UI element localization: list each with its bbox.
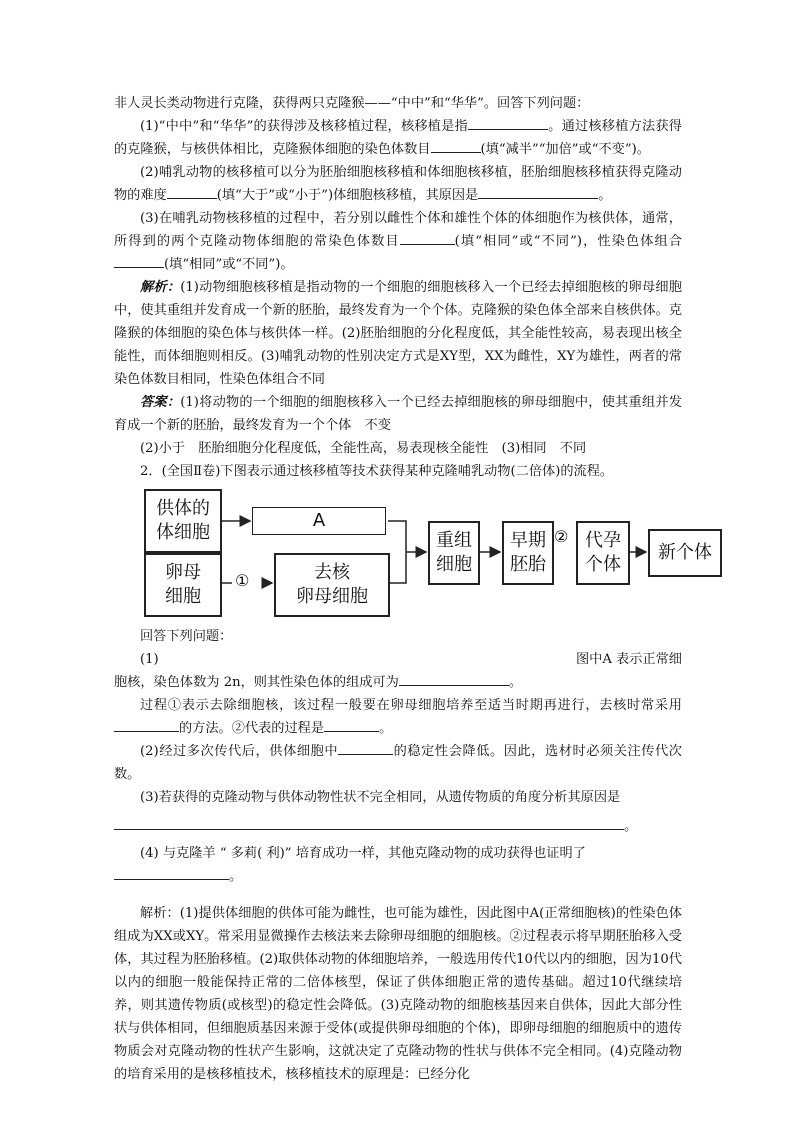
answer-1: 答案：(1)将动物的一个细胞的细胞核移入一个已经去掉细胞核的卵母细胞中，使其重组并发育成一个新的胚胎，最终发育为一个个体 不变 xyxy=(114,395,683,433)
sub-q1-head: (1) 图中A 表示正常细 xyxy=(140,652,682,667)
merge-bracket xyxy=(388,521,406,583)
document-page xyxy=(114,92,712,1086)
question-1: (1)“中中”和“华华”的获得涉及核移植过程，核移植是指 。通过核移植方法获得的克隆猴，与核供体相比，克隆猴体细胞的染色体数目 (填“减半”“加倍”或“不变”)。 xyxy=(114,115,682,161)
intro-text: 非人灵长类动物进行克隆，获得两只克隆猴——“中中”和“华华”。回答下列问题： xyxy=(114,96,590,111)
analysis-1: 解析：(1)动物细胞核移植是指动物的一个细胞的细胞核移入一个已经去掉细胞核的卵母细胞中，使其重组并发育成一个新的胚胎，最终发育为一个个体。克隆猴的染色体全部来自核供体。克隆猴的体细胞的染色体与核供体一样。(2)胚胎细胞的分化程度低，其全能性较高，易表现出核全能性，而体细胞则相反。(3)哺乳动物的性别决定方式是XY型，XX为雌性，XY为雄性，两者的常染色体数目相同，性染色体组合不同 xyxy=(114,280,683,387)
step-2-label: ② xyxy=(554,527,569,546)
sub-q1-cont: 胞核，染色体数为 2n，则其性染色体的组成可为 。 xyxy=(114,671,682,694)
analysis-2: 解析：(1)提供体细胞的供体可能为雌性，也可能为雄性，因此图中A(正常细胞核)的性染色体组成为XX或XY。常采用显微操作去核法来去除卵母细胞的细胞核。②过程表示将早期胚胎移入受体，其过程为胚胎移植。(2)取供体动物的体细胞培养，一般选用传代10代以内的细胞，因为10代以内的细胞一般能保持正常的二倍体核型，保证了供体细胞正常的遗传基础。超过10代继续培养，则其遗传物质(或核型)的稳定性会降低。(3)克隆动物的细胞核基因来自供体，因此大部分性状与供体相同，但细胞质基因来源于受体(或提供卵母细胞的个体)，即卵母细胞的细胞质中的遗传物质会对克隆动物的性状产生影响，这就决定了克隆动物的性状与供体不完全相同。(4)克隆动物的培育采用的是核移植技术，核移植技术的原理是：已经分化 xyxy=(114,906,682,1082)
answer-blank[interactable] xyxy=(468,115,548,130)
step-1-label: ① xyxy=(235,571,250,590)
answer-blank[interactable] xyxy=(114,815,624,830)
answer-1-line2: (2)小于 胚胎细胞分化程度低，全能性高，易表现核全能性 (3)相同 不同 xyxy=(140,441,587,456)
sub-ask: 回答下列问题： xyxy=(140,629,233,644)
new-individual-box: 新个体 xyxy=(648,529,722,577)
sub-q4: (4) 与克隆羊 “ 多莉( 利)” 培育成功一样，其他克隆动物的成功获得也证明了 xyxy=(140,846,586,861)
answer-blank[interactable] xyxy=(114,253,164,268)
early-embryo-box: 早期 胚胎 xyxy=(502,521,554,585)
sub-q3-blank: 。 xyxy=(114,815,682,838)
sub-q1b: 过程①表示去除细胞核，该过程一般要在卵母细胞培养至适当时期再进行，去核时常采用的方法。②代表的过程是 。 xyxy=(114,694,682,740)
answer-blank[interactable] xyxy=(114,865,229,880)
answer-blank[interactable] xyxy=(431,138,481,153)
nucleus-a-box: A xyxy=(252,507,386,535)
question-2: (2)哺乳动物的核移植可以分为胚胎细胞核移植和体细胞核移植，胚胎细胞核移植获得克隆动物的难度 (填“大于”或“小于”)体细胞核移植，其原因是 。 xyxy=(114,165,682,203)
answer-blank[interactable] xyxy=(167,184,217,199)
question-2-title: 2．(全国Ⅱ卷)下图表示通过核移植等技术获得某种克隆哺乳动物(二倍体)的流程。 xyxy=(140,464,614,479)
nuclear-transfer-flow-diagram xyxy=(144,489,712,617)
answer-blank[interactable] xyxy=(400,230,455,245)
answer-blank[interactable] xyxy=(338,740,393,755)
answer-blank[interactable] xyxy=(324,717,379,732)
surrogate-box: 代孕 个体 xyxy=(576,521,630,585)
recombined-cell-box: 重组 细胞 xyxy=(428,521,480,585)
donor-cell-box: 供体的 体细胞 xyxy=(144,489,222,553)
answer-blank[interactable] xyxy=(478,184,598,199)
answer-blank[interactable] xyxy=(114,717,179,732)
sub-q2: (2)经过多次传代后，供体细胞中 的稳定性会降低。因此，选材时必须关注传代次数。 xyxy=(114,740,682,786)
question-3: (3)在哺乳动物核移植的过程中，若分别以雌性个体和雄性个体的体细胞作为核供体，通常，所得到的两个克隆动物体细胞的常染色体数目 (填“相同”或“不同”)，性染色体组合(填“相同”或“不同”)。 xyxy=(114,211,682,272)
oocyte-box: 卵母 细胞 xyxy=(144,553,222,617)
answer-blank[interactable] xyxy=(399,671,509,686)
sub-q3: (3)若获得的克隆动物与供体动物性状不完全相同，从遗传物质的角度分析其原因是 xyxy=(140,790,621,805)
sub-q4-blank: 。 xyxy=(114,865,682,888)
enucleated-oocyte-box: 去核 卵母细胞 xyxy=(274,553,390,617)
